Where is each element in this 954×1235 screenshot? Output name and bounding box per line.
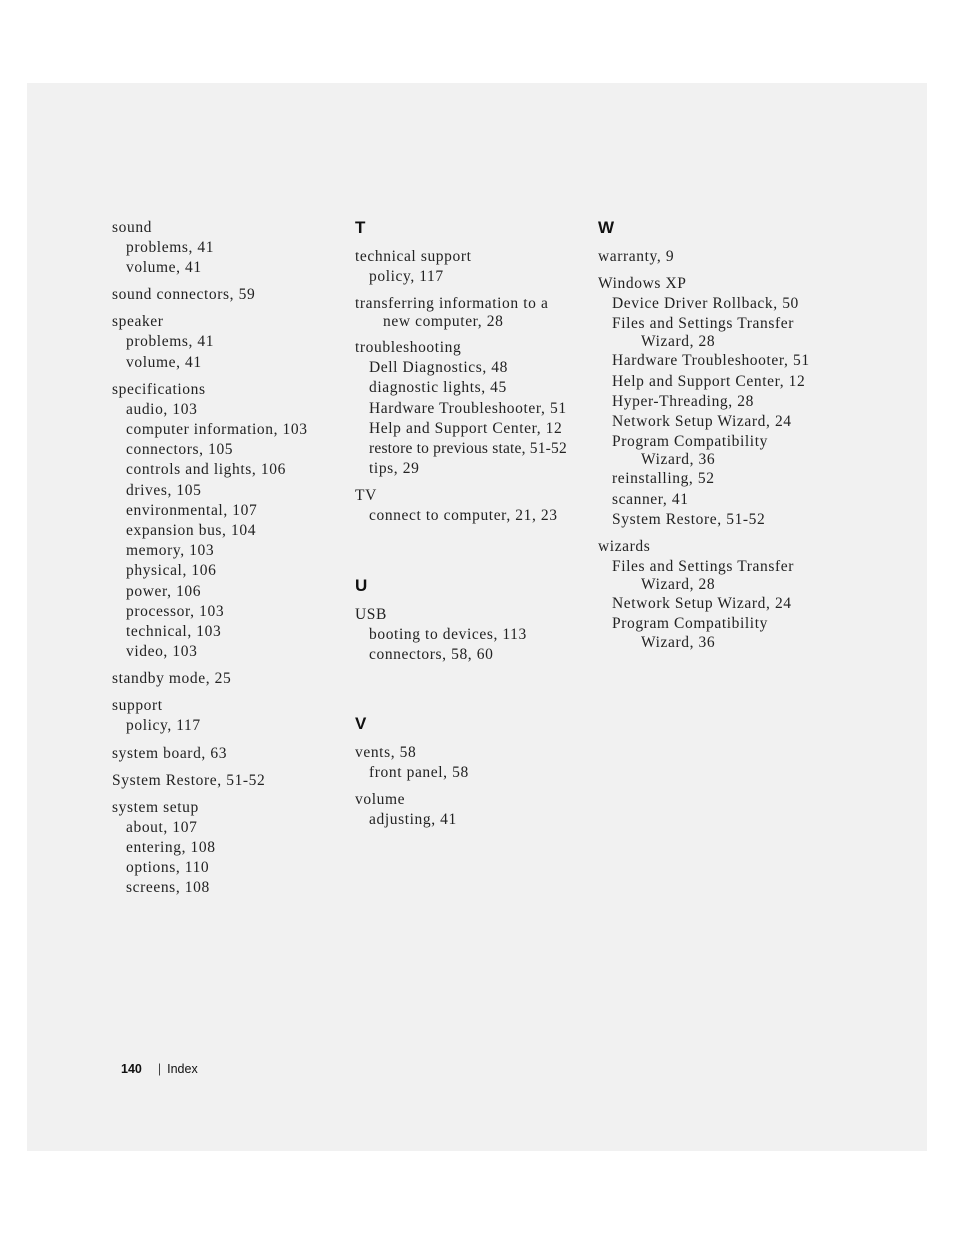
entry-subterm: Hardware Troubleshooter, 51 xyxy=(612,352,810,370)
entry-term: transferring information to a xyxy=(355,295,549,313)
index-entry xyxy=(112,744,352,764)
entry-subterm: policy, 117 xyxy=(369,268,444,285)
letter-heading-w: W xyxy=(598,218,615,237)
entry-subterm: Network Setup Wizard, 24 xyxy=(612,413,792,431)
index-entry xyxy=(355,338,595,479)
entry-subterm: environmental, 107 xyxy=(126,501,258,519)
index-entry xyxy=(598,247,838,267)
entry-subterm: Dell Diagnostics, 48 xyxy=(369,359,508,377)
entry-term: wizards xyxy=(598,538,651,556)
index-column-tuv xyxy=(355,218,595,837)
index-entry xyxy=(355,294,595,331)
entry-term: TV xyxy=(355,487,377,505)
index-entry xyxy=(355,605,595,665)
index-entry xyxy=(112,669,352,689)
entry-term: speaker xyxy=(112,313,164,331)
entry-subterm: restore to previous state, 51-52 xyxy=(369,440,567,458)
letter-heading-v: V xyxy=(355,714,367,734)
index-entry xyxy=(112,285,352,305)
entry-subterm: power, 106 xyxy=(126,582,202,600)
letter-heading-u: U xyxy=(355,575,368,595)
index-column-s xyxy=(112,218,352,905)
entry-term: System Restore, 51-52 xyxy=(112,771,266,789)
entry-term: sound xyxy=(112,219,153,236)
entry-subterm: video, 103 xyxy=(126,643,198,661)
index-entry xyxy=(355,743,595,783)
entry-subterm: Program Compatibility xyxy=(612,615,768,633)
entry-subterm: screens, 108 xyxy=(126,879,210,897)
entry-subterm: about, 107 xyxy=(126,818,198,836)
entry-term: specifications xyxy=(112,380,206,398)
entry-term-continued: new computer, 28 xyxy=(383,313,504,331)
entry-subterm: volume, 41 xyxy=(126,259,202,277)
entry-subterm: connectors, 105 xyxy=(126,441,234,459)
entry-subterm: Files and Settings Transfer xyxy=(612,558,794,576)
index-entry xyxy=(112,696,352,736)
entry-term: system setup xyxy=(112,798,199,816)
page-footer xyxy=(121,1062,198,1076)
entry-term: standby mode, 25 xyxy=(112,670,232,688)
entry-subterm: volume, 41 xyxy=(126,353,202,371)
entry-term: system board, 63 xyxy=(112,744,228,762)
entry-subterm: drives, 105 xyxy=(126,481,202,499)
entry-subterm: scanner, 41 xyxy=(612,490,689,508)
entry-subterm: Hyper-Threading, 28 xyxy=(612,392,754,410)
index-entry xyxy=(598,537,838,652)
entry-subterm: reinstalling, 52 xyxy=(612,470,715,488)
entry-subterm: Help and Support Center, 12 xyxy=(612,372,806,390)
section-title: Index xyxy=(167,1062,198,1076)
entry-term: troubleshooting xyxy=(355,339,462,357)
entry-subterm-continued: Wizard, 28 xyxy=(641,333,716,351)
entry-term: volume xyxy=(355,791,406,809)
entry-subterm: options, 110 xyxy=(126,859,210,877)
entry-subterm: Network Setup Wizard, 24 xyxy=(612,595,792,613)
entry-subterm: System Restore, 51-52 xyxy=(612,510,766,528)
entry-subterm: diagnostic lights, 45 xyxy=(369,379,507,397)
entry-term: sound connectors, 59 xyxy=(112,286,256,304)
entry-subterm: entering, 108 xyxy=(126,838,216,856)
entry-subterm: policy, 117 xyxy=(126,717,201,735)
entry-term: USB xyxy=(355,605,387,623)
entry-subterm: problems, 41 xyxy=(126,333,215,351)
entry-subterm: tips, 29 xyxy=(369,460,420,478)
letter-heading-t: T xyxy=(355,218,366,237)
entry-subterm: controls and lights, 106 xyxy=(126,461,286,479)
entry-subterm: connectors, 58, 60 xyxy=(369,645,494,663)
entry-subterm: Help and Support Center, 12 xyxy=(369,419,563,437)
index-entry xyxy=(598,274,838,530)
entry-subterm: Device Driver Rollback, 50 xyxy=(612,295,799,312)
entry-term: support xyxy=(112,697,163,715)
index-entry xyxy=(355,486,595,526)
entry-subterm-continued: Wizard, 28 xyxy=(641,576,716,594)
index-entry xyxy=(355,247,595,287)
entry-subterm: processor, 103 xyxy=(126,602,225,620)
entry-subterm: Files and Settings Transfer xyxy=(612,315,794,333)
index-entry xyxy=(112,380,352,663)
entry-subterm: Program Compatibility xyxy=(612,433,768,451)
entry-subterm: booting to devices, 113 xyxy=(369,625,527,643)
entry-term: warranty, 9 xyxy=(598,248,675,265)
entry-subterm: front panel, 58 xyxy=(369,764,469,782)
entry-term: vents, 58 xyxy=(355,744,417,762)
entry-subterm: computer information, 103 xyxy=(126,421,308,439)
entry-subterm: audio, 103 xyxy=(126,400,198,418)
entry-subterm: technical, 103 xyxy=(126,623,222,641)
entry-term: technical support xyxy=(355,248,472,265)
entry-subterm: physical, 106 xyxy=(126,562,217,580)
index-entry xyxy=(112,798,352,899)
entry-subterm-continued: Wizard, 36 xyxy=(641,451,716,469)
entry-subterm: memory, 103 xyxy=(126,542,215,560)
index-entry xyxy=(355,790,595,830)
page-number: 140 xyxy=(121,1062,142,1076)
index-column-w xyxy=(598,218,838,659)
entry-subterm-continued: Wizard, 36 xyxy=(641,633,716,651)
entry-subterm: adjusting, 41 xyxy=(369,811,457,829)
footer-separator: | xyxy=(157,1062,162,1076)
entry-subterm: connect to computer, 21, 23 xyxy=(369,507,558,525)
entry-subterm: problems, 41 xyxy=(126,239,215,256)
entry-subterm: Hardware Troubleshooter, 51 xyxy=(369,399,567,417)
index-entry xyxy=(112,312,352,372)
entry-term: Windows XP xyxy=(598,275,687,292)
entry-subterm: expansion bus, 104 xyxy=(126,522,257,540)
index-entry xyxy=(112,771,352,791)
index-entry xyxy=(112,218,352,278)
